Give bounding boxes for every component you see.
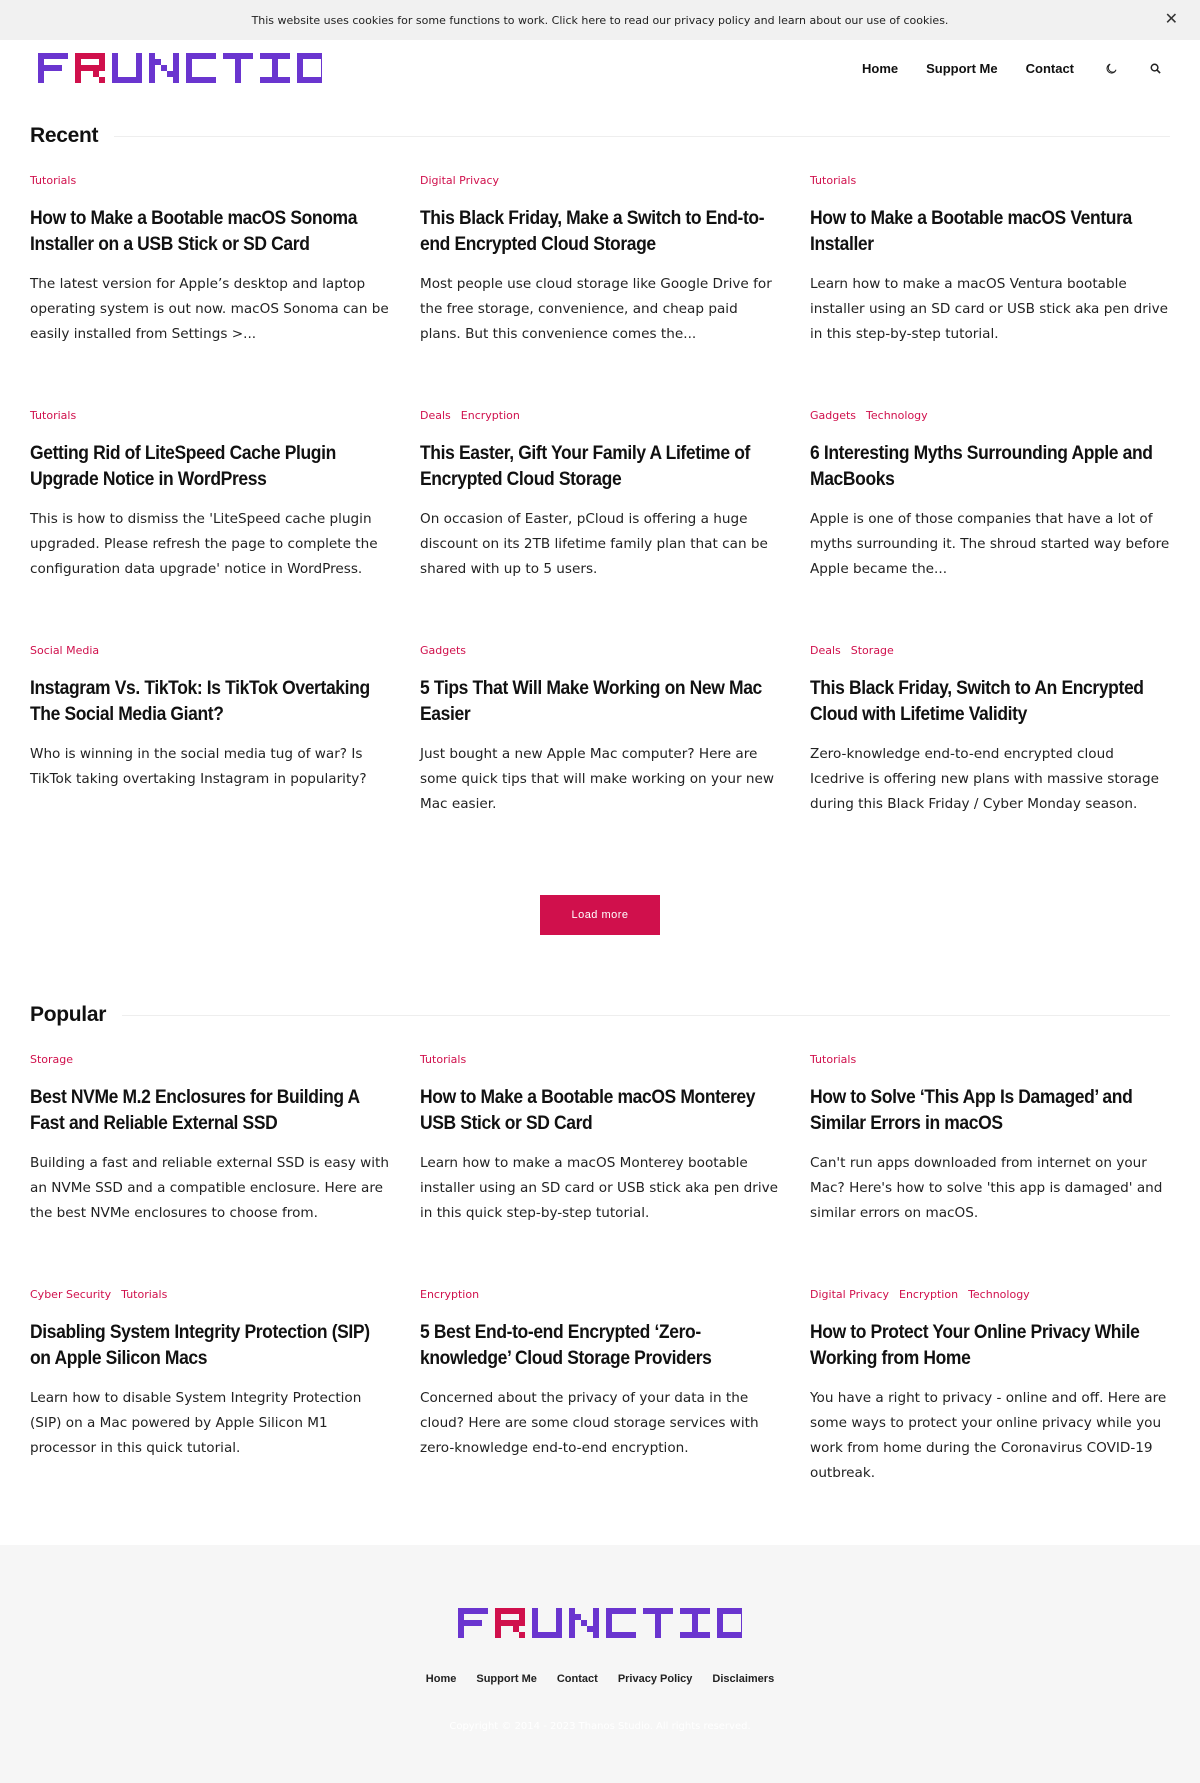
section-title: Popular <box>30 1003 107 1026</box>
footer-nav <box>0 1673 1200 1685</box>
post-categories <box>810 1286 1170 1302</box>
section-header <box>30 999 1170 1031</box>
cookie-notice-text[interactable]: This website uses cookies for some functions to work. Click here to read our privacy policy and learn about our use of cookies. <box>251 13 949 27</box>
category-link[interactable]: Technology <box>866 408 928 422</box>
post-card <box>810 642 1170 877</box>
footer-nav-home[interactable]: Home <box>425 1673 457 1685</box>
category-link[interactable]: Social Media <box>30 643 100 657</box>
category-link[interactable]: Deals <box>420 408 451 422</box>
post-categories <box>420 407 780 423</box>
footer-nav-support-me[interactable]: Support Me <box>476 1673 537 1685</box>
category-link[interactable]: Gadgets <box>420 643 467 657</box>
post-excerpt: Learn how to make a macOS Ventura bootable installer using an SD card or USB stick aka pen drive in this step-by-step tutorial. <box>810 276 1169 342</box>
search-icon[interactable] <box>1148 61 1162 75</box>
post-title[interactable]: Best NVMe M.2 Enclosures for Building A Fast and Reliable External SSD <box>30 1087 360 1134</box>
post-title[interactable]: Getting Rid of LiteSpeed Cache Plugin Upgrade Notice in WordPress <box>30 443 336 490</box>
category-link[interactable]: Tutorials <box>810 1052 857 1066</box>
post-title[interactable]: This Black Friday, Make a Switch to End-to-end Encrypted Cloud Storage <box>420 208 765 255</box>
post-title[interactable]: 5 Best End-to-end Encrypted ‘Zero-knowledge’ Cloud Storage Providers <box>420 1322 712 1369</box>
post-title[interactable]: How to Make a Bootable macOS Sonoma Installer on a USB Stick or SD Card <box>30 208 358 255</box>
post-card <box>420 1286 780 1521</box>
post-categories <box>420 1051 780 1067</box>
post-excerpt: Most people use cloud storage like Google Drive for the free storage, convenience, and cheap paid plans. But this convenience comes the... <box>420 276 772 342</box>
post-title[interactable]: How to Protect Your Online Privacy While Working from Home <box>810 1322 1140 1369</box>
post-excerpt: Zero-knowledge end-to-end encrypted cloud Icedrive is offering new plans with massive storage during this Black Friday / Cyber Monday season. <box>810 746 1159 812</box>
post-categories <box>30 172 390 188</box>
category-link[interactable]: Gadgets <box>810 408 857 422</box>
category-link[interactable]: Deals <box>810 643 841 657</box>
post-title[interactable]: Disabling System Integrity Protection (SIP) on Apple Silicon Macs <box>30 1322 370 1369</box>
category-link[interactable]: Tutorials <box>810 173 857 187</box>
category-link[interactable]: Technology <box>968 1287 1030 1301</box>
post-title[interactable]: This Easter, Gift Your Family A Lifetime of Encrypted Cloud Storage <box>420 443 750 490</box>
post-title[interactable]: 6 Interesting Myths Surrounding Apple and MacBooks <box>810 443 1153 490</box>
post-card <box>420 1051 780 1286</box>
post-categories <box>30 1051 390 1067</box>
site-footer <box>0 1545 1200 1783</box>
post-card <box>810 407 1170 642</box>
category-link[interactable]: Cyber Security <box>30 1287 112 1301</box>
post-excerpt: You have a right to privacy - online and off. Here are some ways to protect your online privacy while you work from home during the Coronavirus COVID-19 outbreak. <box>810 1390 1167 1481</box>
popular-section <box>0 999 1200 1521</box>
post-card <box>30 407 390 642</box>
category-link[interactable]: Tutorials <box>121 1287 168 1301</box>
post-excerpt: This is how to dismiss the 'LiteSpeed cache plugin upgraded. Please refresh the page to complete the configuration data upgrade' notice in WordPress. <box>30 511 378 577</box>
post-categories <box>810 1051 1170 1067</box>
recent-section <box>0 120 1200 935</box>
post-card <box>420 642 780 877</box>
post-card <box>30 1051 390 1286</box>
post-card <box>30 642 390 877</box>
category-link[interactable]: Encryption <box>899 1287 959 1301</box>
post-excerpt: Concerned about the privacy of your data in the cloud? Here are some cloud storage services with zero-knowledge end-to-end encryption. <box>420 1390 759 1456</box>
post-excerpt: On occasion of Easter, pCloud is offering a huge discount on its 2TB lifetime family plan that can be shared with up to 5 users. <box>420 511 768 577</box>
nav-contact[interactable]: Contact <box>1025 60 1074 76</box>
cookie-notice-bar <box>0 0 1200 40</box>
category-link[interactable]: Tutorials <box>30 173 77 187</box>
post-excerpt: Who is winning in the social media tug of war? Is TikTok taking overtaking Instagram in popularity? <box>30 746 367 787</box>
post-categories <box>30 642 390 658</box>
section-title: Recent <box>30 124 99 147</box>
post-title[interactable]: Instagram Vs. TikTok: Is TikTok Overtaking The Social Media Giant? <box>30 678 370 725</box>
nav-support-me[interactable]: Support Me <box>926 60 998 76</box>
post-excerpt: Learn how to make a macOS Monterey bootable installer using an SD card or USB stick aka pen drive in this quick step-by-step tutorial. <box>420 1155 779 1221</box>
post-title[interactable]: 5 Tips That Will Make Working on New Mac Easier <box>420 678 762 725</box>
post-card <box>420 407 780 642</box>
post-card <box>420 172 780 407</box>
main-nav <box>834 61 1162 76</box>
category-link[interactable]: Tutorials <box>30 408 77 422</box>
site-header <box>0 40 1200 96</box>
nav-home[interactable]: Home <box>861 60 899 76</box>
close-icon[interactable]: ✕ <box>1164 9 1178 28</box>
post-categories <box>420 642 780 658</box>
post-grid <box>30 1051 1170 1521</box>
category-link[interactable]: Digital Privacy <box>810 1287 889 1301</box>
copyright-text: Copyright © 2014 - 2023 Thanos Studio. All rights reserved. <box>449 1721 751 1732</box>
load-more-button[interactable]: Load more <box>540 895 660 935</box>
post-excerpt: Building a fast and reliable external SSD is easy with an NVMe SSD and a compatible enclosure. Here are the best NVMe enclosures to choose from. <box>30 1155 389 1221</box>
post-card <box>810 172 1170 407</box>
post-title[interactable]: How to Solve ‘This App Is Damaged’ and Similar Errors in macOS <box>810 1087 1133 1134</box>
post-excerpt: Just bought a new Apple Mac computer? Here are some quick tips that will make working on your new Mac easier. <box>420 746 774 812</box>
post-title[interactable]: This Black Friday, Switch to An Encrypted Cloud with Lifetime Validity <box>810 678 1144 725</box>
post-excerpt: Apple is one of those companies that have a lot of myths surrounding it. The shroud started way before Apple became the... <box>810 511 1170 577</box>
post-categories <box>810 407 1170 423</box>
section-divider <box>122 1015 1170 1016</box>
post-title[interactable]: How to Make a Bootable macOS Ventura Installer <box>810 208 1132 255</box>
footer-nav-contact[interactable]: Contact <box>556 1673 598 1685</box>
load-more-wrap <box>30 895 1170 935</box>
category-link[interactable]: Encryption <box>460 408 520 422</box>
moon-icon[interactable] <box>1104 61 1118 75</box>
site-logo[interactable] <box>38 52 322 84</box>
logo-icon <box>38 52 322 84</box>
section-header <box>30 120 1170 152</box>
category-link[interactable]: Encryption <box>420 1287 480 1301</box>
category-link[interactable]: Tutorials <box>420 1052 467 1066</box>
post-card <box>30 1286 390 1521</box>
post-card <box>810 1286 1170 1521</box>
post-excerpt: Can't run apps downloaded from internet on your Mac? Here's how to solve 'this app is damaged' and similar errors on macOS. <box>810 1155 1163 1221</box>
footer-nav-privacy-policy[interactable]: Privacy Policy <box>617 1673 693 1685</box>
category-link[interactable]: Storage <box>30 1052 74 1066</box>
post-categories <box>30 407 390 423</box>
post-categories <box>810 642 1170 658</box>
post-grid <box>30 172 1170 877</box>
post-categories <box>30 1286 390 1302</box>
category-link[interactable]: Digital Privacy <box>420 173 499 187</box>
post-excerpt: The latest version for Apple’s desktop and laptop operating system is out now. macOS Sonoma can be easily installed from Settings >... <box>30 276 389 342</box>
footer-logo[interactable] <box>0 1607 1200 1639</box>
post-card <box>810 1051 1170 1286</box>
section-divider <box>114 136 1170 137</box>
footer-nav-disclaimers[interactable]: Disclaimers <box>712 1673 775 1685</box>
post-card <box>30 172 390 407</box>
category-link[interactable]: Storage <box>850 643 894 657</box>
post-title[interactable]: How to Make a Bootable macOS Monterey USB Stick or SD Card <box>420 1087 756 1134</box>
post-categories <box>810 172 1170 188</box>
post-excerpt: Learn how to disable System Integrity Protection (SIP) on a Mac powered by Apple Silicon M1 processor in this quick tutorial. <box>30 1390 362 1456</box>
logo-icon <box>458 1607 742 1639</box>
post-categories <box>420 1286 780 1302</box>
post-categories <box>420 172 780 188</box>
